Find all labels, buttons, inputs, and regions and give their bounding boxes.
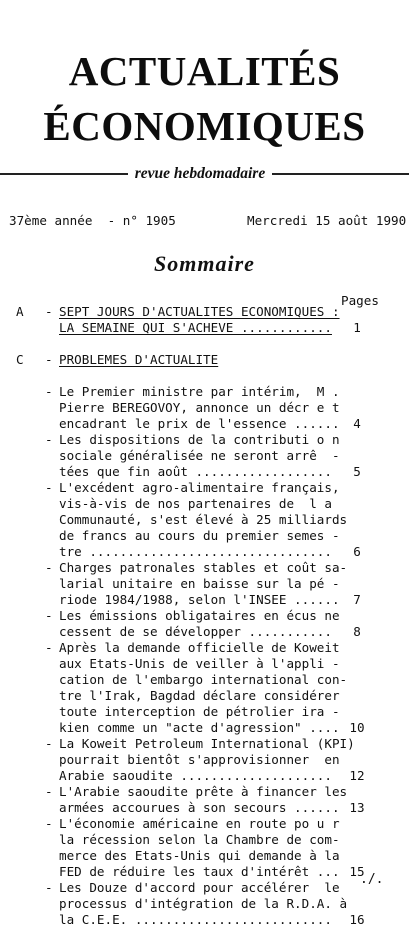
toc-line	[0, 448, 409, 464]
toc-page-number: 13	[349, 800, 365, 815]
toc-bullet-dash: -	[45, 640, 53, 655]
toc-line-text: de francs au cours du premier semes -	[59, 528, 340, 543]
toc-section-letter: A	[16, 304, 24, 319]
toc-page-number: 4	[353, 416, 361, 431]
subtitle-rule-right	[272, 173, 409, 175]
toc-line-text: FED de réduire les taux d'intérêt ...	[59, 864, 340, 879]
toc-line	[0, 560, 409, 576]
toc-line-text: Les dispositions de la contributi o n	[59, 432, 340, 447]
toc-line	[0, 640, 409, 656]
toc-line-text: encadrant le prix de l'essence ......	[59, 416, 340, 431]
toc-line-text: armées accourues à son secours ......	[59, 800, 340, 815]
toc-line	[0, 768, 409, 784]
sommaire-heading: Sommaire	[154, 251, 255, 276]
toc-line-text: Charges patronales stables et coût sa-	[59, 560, 348, 575]
toc-line	[0, 896, 409, 912]
toc-line	[0, 480, 409, 496]
end-mark: ./.	[360, 872, 384, 887]
toc-line-text: Après la demande officielle de Koweit	[59, 640, 340, 655]
toc-line-text: Arabie saoudite ....................	[59, 768, 332, 783]
toc-line-text: Pierre BEREGOVOY, annonce un décr e t	[59, 400, 340, 415]
toc-line-text: SEPT JOURS D'ACTUALITES ECONOMIQUES :	[59, 304, 340, 319]
toc-line	[0, 368, 409, 384]
toc-line-text: la récession selon la Chambre de com-	[59, 832, 340, 847]
toc-line-text: Les Douze d'accord pour accélérer le	[59, 880, 340, 895]
toc-line	[0, 544, 409, 560]
toc-line	[0, 720, 409, 736]
toc-bullet-dash: -	[45, 736, 53, 751]
toc-line	[0, 880, 409, 896]
toc-section-letter: C	[16, 352, 24, 367]
toc-line-text: cessent de se développer ...........	[59, 624, 332, 639]
issue-date: Mercredi 15 août 1990	[247, 213, 407, 228]
subtitle-bar	[0, 164, 409, 184]
pages-label: Pages	[341, 293, 379, 308]
toc-line-text: LA SEMAINE QUI S'ACHEVE ............	[59, 320, 332, 335]
toc-bullet-dash: -	[45, 816, 53, 831]
toc-line	[0, 608, 409, 624]
toc-line	[0, 752, 409, 768]
toc-line-text: sociale généralisée ne seront arrê -	[59, 448, 340, 463]
toc-line-text: Le Premier ministre par intérim, M .	[59, 384, 340, 399]
toc-bullet-dash: -	[45, 608, 53, 623]
toc-line-text: tre l'Irak, Bagdad déclare considérer	[59, 688, 340, 703]
toc-line-text: L'excédent agro-alimentaire français,	[59, 480, 340, 495]
toc-page-number: 6	[353, 544, 361, 559]
toc-line	[0, 784, 409, 800]
toc-bullet-dash: -	[45, 304, 53, 319]
toc-page-number: 16	[349, 912, 365, 927]
toc-line-text: toute interception de pétrolier ira -	[59, 704, 340, 719]
toc-line	[0, 816, 409, 832]
toc-line-text: tre ................................	[59, 544, 332, 559]
toc-line-text: la C.E.E. ..........................	[59, 912, 332, 927]
toc-line-text: pourrait bientôt s'approvisionner en	[59, 752, 340, 767]
toc-line	[0, 592, 409, 608]
toc-line	[0, 848, 409, 864]
toc-line-text: L'économie américaine en route po u r	[59, 816, 340, 831]
toc-line	[0, 704, 409, 720]
toc-line	[0, 656, 409, 672]
subtitle-rule-left	[0, 173, 128, 175]
toc-line-text: larial unitaire en baisse sur la pé -	[59, 576, 340, 591]
toc-line-text: merce des Etats-Unis qui demande à la	[59, 848, 340, 863]
toc-bullet-dash: -	[45, 880, 53, 895]
toc-line-text: La Koweit Petroleum International (KPI)	[59, 736, 355, 751]
toc-bullet-dash: -	[45, 352, 53, 367]
toc-bullet-dash: -	[45, 432, 53, 447]
toc-line	[0, 736, 409, 752]
toc-line	[0, 688, 409, 704]
toc-page-number: 7	[353, 592, 361, 607]
toc-line	[0, 832, 409, 848]
toc-bullet-dash: -	[45, 384, 53, 399]
subtitle: revue hebdomadaire	[134, 165, 266, 182]
toc-line-text: processus d'intégration de la R.D.A. à	[59, 896, 348, 911]
toc-line-text: Communauté, s'est élevé à 25 milliards	[59, 512, 348, 527]
masthead-title-line2: ÉCONOMIQUES	[43, 103, 366, 149]
toc-line-text: kien comme un "acte d'agression" ....	[59, 720, 340, 735]
toc-line	[0, 304, 409, 320]
toc-line-text: aux Etats-Unis de veiller à l'appli -	[59, 656, 340, 671]
toc-page-number: 8	[353, 624, 361, 639]
toc-line	[0, 496, 409, 512]
toc-line	[0, 400, 409, 416]
toc-line	[0, 912, 409, 928]
toc-line-text: riode 1984/1988, selon l'INSEE ......	[59, 592, 340, 607]
toc-page-number: 15	[349, 864, 365, 879]
toc-line	[0, 528, 409, 544]
toc-line	[0, 416, 409, 432]
toc-bullet-dash: -	[45, 560, 53, 575]
toc-page-number: 10	[349, 720, 365, 735]
toc-line	[0, 512, 409, 528]
toc-bullet-dash: -	[45, 784, 53, 799]
toc-bullet-dash: -	[45, 480, 53, 495]
toc-line	[0, 352, 409, 368]
masthead-title-line1: ACTUALITÉS	[68, 48, 341, 94]
toc-line-text: Les émissions obligataires en écus ne	[59, 608, 340, 623]
toc-line-text: L'Arabie saoudite prête à financer les	[59, 784, 348, 799]
issue-number: 37ème année - n° 1905	[9, 213, 176, 228]
toc-line	[0, 384, 409, 400]
toc-line-text: cation de l'embargo international con-	[59, 672, 348, 687]
toc-line	[0, 624, 409, 640]
toc-line	[0, 800, 409, 816]
toc-line	[0, 432, 409, 448]
toc-line	[0, 672, 409, 688]
toc-line-text: PROBLEMES D'ACTUALITE	[59, 352, 219, 367]
toc-page-number: 5	[353, 464, 361, 479]
toc-line	[0, 576, 409, 592]
toc-line-text: tées que fin août ..................	[59, 464, 332, 479]
toc-line-text: vis-à-vis de nos partenaires de l a	[59, 496, 332, 511]
toc-page-number: 12	[349, 768, 365, 783]
toc-line	[0, 320, 409, 336]
toc-line	[0, 464, 409, 480]
toc-line	[0, 864, 409, 880]
toc-line	[0, 336, 409, 352]
toc-page-number: 1	[353, 320, 361, 335]
